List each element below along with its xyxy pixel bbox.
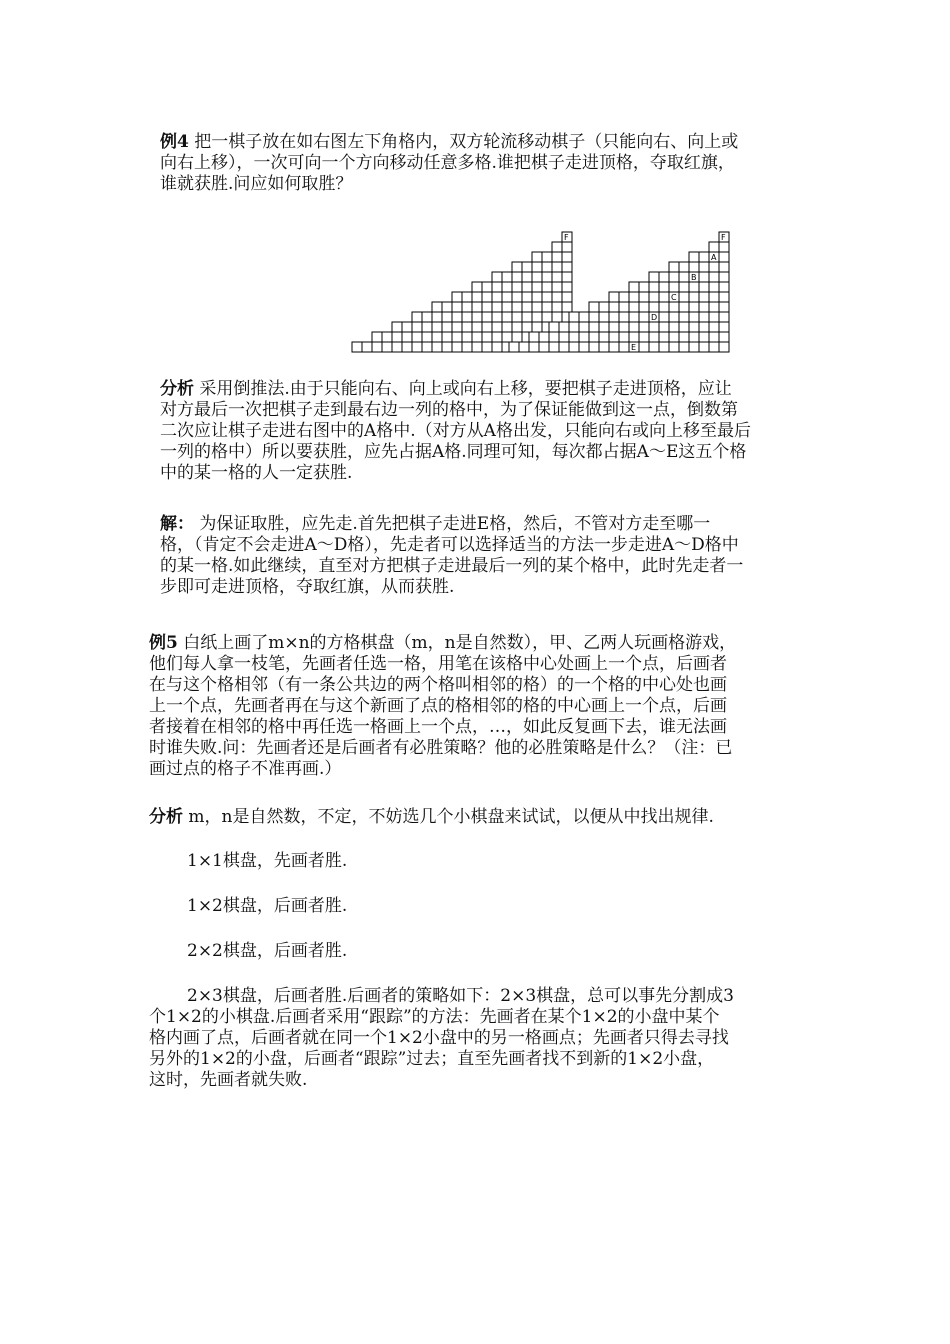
grid-cell (639, 292, 649, 302)
grid-cell (442, 342, 452, 352)
grid-cell (562, 242, 572, 252)
strategy-paragraph (149, 986, 734, 1091)
grid-cell (649, 272, 659, 282)
grid-cell (512, 322, 522, 332)
grid-cell (562, 302, 572, 312)
grid-cell (609, 302, 619, 312)
grid-cell (442, 302, 452, 312)
grid-cell (382, 342, 392, 352)
grid-cell (512, 292, 522, 302)
grid-cell (709, 272, 719, 282)
grid-cell (679, 322, 689, 332)
grid-cell (719, 312, 729, 322)
grid-cell (649, 282, 659, 292)
grid-cell (562, 272, 572, 282)
grid-cell (669, 342, 679, 352)
grid-cell (492, 302, 502, 312)
grid-cell (609, 342, 619, 352)
example5-label: 例5 (149, 633, 178, 653)
example5-line-3: 在与这个格相邻（有一条公共边的两个格叫相邻的格）的一个格的中心处也画 (149, 675, 727, 695)
grid-cell (549, 322, 559, 332)
grid-cell (482, 282, 492, 292)
grid-cell (699, 322, 709, 332)
grid-cell (372, 342, 382, 352)
grid-cell (492, 312, 502, 322)
grid-label: D (651, 313, 658, 322)
grid-cell (542, 302, 552, 312)
grid-cell (482, 332, 492, 342)
grid-cell (719, 342, 729, 352)
grid-cell (472, 292, 482, 302)
grid-cell (679, 332, 689, 342)
grid-cell (599, 312, 609, 322)
strategy-line-2: 个1×2的小棋盘.后画者采用“跟踪”的方法：先画者在某个1×2的小盘中某个 (149, 1007, 720, 1027)
grid-cell (532, 312, 542, 322)
grid-cell (629, 322, 639, 332)
grid-cell (492, 272, 502, 282)
grid-cell (659, 292, 669, 302)
grid-cell (512, 262, 522, 272)
grid-cell (492, 342, 502, 352)
grid-cell (482, 302, 492, 312)
grid-label: E (631, 343, 637, 352)
grid-cell (639, 312, 649, 322)
grid-cell (462, 312, 472, 322)
grid-cell (392, 322, 402, 332)
grid-cell (462, 322, 472, 332)
grid-cell (562, 292, 572, 302)
grid-cell (529, 332, 539, 342)
grid-cell (699, 302, 709, 312)
grid-cell (629, 292, 639, 302)
grid-cell (462, 332, 472, 342)
grid-cell (659, 272, 669, 282)
grid-cell (679, 342, 689, 352)
grid-cell (502, 322, 512, 332)
grid-cell (689, 252, 699, 262)
grid-cell (599, 302, 609, 312)
grid-cell (719, 292, 729, 302)
grid-cell (679, 282, 689, 292)
grid-cell (639, 342, 649, 352)
grid-cell (522, 292, 532, 302)
grid-cell (669, 272, 679, 282)
grid-cell (442, 322, 452, 332)
grid-cell (719, 242, 729, 252)
grid-cell (522, 302, 532, 312)
example5-line-5: 者接着在相邻的格中再任选一格画上一个点，…，如此反复画下去，谁无法画 (149, 717, 727, 737)
grid-cell (522, 262, 532, 272)
example5-line-2: 他们每人拿一枝笔，先画者任选一格，用笔在该格中心处画上一个点，后画者 (149, 654, 727, 674)
grid-cell (552, 282, 562, 292)
grid-cell (569, 312, 579, 322)
grid-cell (432, 302, 442, 312)
grid-cell (709, 342, 719, 352)
grid-cell (432, 312, 442, 322)
grid-cell (659, 302, 669, 312)
grid-cell (352, 342, 362, 352)
grid-cell (532, 302, 542, 312)
grid-cell (529, 342, 539, 352)
grid-cell (452, 342, 462, 352)
grid-cell (639, 332, 649, 342)
grid-cell (649, 292, 659, 302)
grid-cell (492, 292, 502, 302)
grid-cell (552, 292, 562, 302)
solution4-line-3: 的某一格.如此继续，直至对方把棋子走进最后一列的某个格中，此时先走者一 (160, 556, 744, 576)
grid-cell (679, 302, 689, 312)
grid-cell (472, 332, 482, 342)
solution4-line-4: 步即可走进顶格，夺取红旗，从而获胜. (160, 577, 455, 597)
grid-cell (599, 342, 609, 352)
grid-cell (719, 282, 729, 292)
grid-cell (502, 302, 512, 312)
grid-cell (502, 312, 512, 322)
analysis4-line-4: 一列的格中）所以要获胜，应先占据A格.同理可知，每次都占据A～E这五个格 (160, 442, 747, 462)
grid-cell (412, 322, 422, 332)
grid-cell (699, 252, 709, 262)
grid-cell (462, 302, 472, 312)
grid-cell (452, 322, 462, 332)
grid-cell (619, 302, 629, 312)
grid-cell (472, 312, 482, 322)
grid-cell (549, 342, 559, 352)
grid-cell (619, 292, 629, 302)
grid-cell (502, 282, 512, 292)
grid-cell (552, 252, 562, 262)
grid-cell (619, 312, 629, 322)
grid-cell (522, 282, 532, 292)
example5-line-7: 画过点的格子不准再画.） (149, 759, 342, 779)
grid-cell (699, 332, 709, 342)
grid-cell (669, 332, 679, 342)
grid-cell (432, 332, 442, 342)
grid-cell (629, 332, 639, 342)
grid-cell (679, 262, 689, 272)
grid-cell (522, 312, 532, 322)
grid-cell (619, 322, 629, 332)
grid-cell (709, 322, 719, 332)
case-2x2: 2×2棋盘，后画者胜. (187, 941, 348, 961)
grid-cell (699, 292, 709, 302)
grid-cell (709, 312, 719, 322)
grid-cell (669, 282, 679, 292)
grid-cell (689, 332, 699, 342)
grid-cell (452, 302, 462, 312)
grid-cell (669, 302, 679, 312)
grid-cell (719, 262, 729, 272)
grid-cell (472, 342, 482, 352)
grid-label: F (564, 233, 569, 242)
grid-label: C (671, 293, 677, 302)
grid-cell (709, 302, 719, 312)
grid-cell (412, 312, 422, 322)
grid-cell (452, 332, 462, 342)
grid-cell (589, 312, 599, 322)
solution4-label: 解： (160, 514, 194, 534)
analysis4-line-1: 采用倒推法.由于只能向右、向上或向右上移，要把棋子走进顶格，应让 (194, 379, 732, 399)
grid-cell (559, 342, 569, 352)
grid-cell (609, 312, 619, 322)
grid-cell (669, 312, 679, 322)
grid-cell (422, 342, 432, 352)
grid-cell (659, 312, 669, 322)
grid-cell (539, 342, 549, 352)
grid-cell (372, 332, 382, 342)
grid-cell (462, 292, 472, 302)
grid-cell (502, 272, 512, 282)
grid-cell (462, 342, 472, 352)
grid-cell (649, 322, 659, 332)
grid-cell (522, 272, 532, 282)
grid-cell (669, 262, 679, 272)
grid-cell (432, 322, 442, 332)
grid-cell (709, 332, 719, 342)
grid-cell (679, 312, 689, 322)
grid-cell (719, 322, 729, 332)
grid-cell (719, 302, 729, 312)
grid-cell (422, 322, 432, 332)
grid-cell (492, 282, 502, 292)
grid-cell (542, 282, 552, 292)
grid-cell (512, 272, 522, 282)
grid-cell (562, 262, 572, 272)
grid-cell (532, 262, 542, 272)
grid-cell (442, 312, 452, 322)
grid-cell (382, 332, 392, 342)
grid-cell (569, 322, 579, 332)
grid-cell (589, 332, 599, 342)
grid-cell (579, 312, 589, 322)
grid-cell (609, 332, 619, 342)
grid-cell (629, 302, 639, 312)
grid-cell (659, 282, 669, 292)
grid-cell (542, 292, 552, 302)
example5-line-6: 时谁失败.问：先画者还是后画者有必胜策略？他的必胜策略是什么？（注：已 (149, 738, 733, 758)
grid-cell (669, 322, 679, 332)
grid-cell (482, 322, 492, 332)
solution4-paragraph (160, 514, 743, 598)
grid-cell (599, 332, 609, 342)
grid-cell (719, 252, 729, 262)
example4-label: 例4 (160, 132, 189, 152)
analysis5-label: 分析 (149, 807, 183, 827)
grid-cell (512, 282, 522, 292)
case-1x1: 1×1棋盘，先画者胜. (187, 851, 348, 871)
solution4-line-1: 为保证取胜，应先走.首先把棋子走进E格，然后，不管对方走至哪一 (194, 514, 711, 534)
solution4-line-2: 格，（肯定不会走进A～D格），先走者可以选择适当的方法一步走进A～D格中 (160, 535, 739, 555)
grid-cell (539, 332, 549, 342)
grid-cell (422, 312, 432, 322)
grid-cell (402, 322, 412, 332)
grid-cell (679, 292, 689, 302)
example5-line-4: 上一个点，先画者再在与这个新画了点的格相邻的格的中心画上一个点，后画 (149, 696, 727, 716)
grid-cell (719, 272, 729, 282)
grid-label: A (711, 253, 717, 262)
grid-cell (542, 272, 552, 282)
grid-cell (512, 302, 522, 312)
analysis4-line-5: 中的某一格的人一定获胜. (160, 463, 353, 483)
grid-cell (502, 332, 512, 342)
grid-label: B (691, 273, 697, 282)
grid-cell (579, 322, 589, 332)
grid-cell (659, 332, 669, 342)
grid-cell (589, 342, 599, 352)
grid-cell (699, 312, 709, 322)
grid-cell (569, 332, 579, 342)
grid-cell (679, 272, 689, 282)
grid-cell (579, 332, 589, 342)
grid-cell (549, 332, 559, 342)
grid-cell (552, 302, 562, 312)
grid-cell (422, 332, 432, 342)
grid-cell (709, 262, 719, 272)
grid-cell (519, 342, 529, 352)
grid-cell (532, 322, 542, 332)
example5-line-1: 白纸上画了m×n的方格棋盘（m，n是自然数），甲、乙两人玩画格游戏， (177, 633, 737, 653)
grid-cell (532, 292, 542, 302)
grid-cell (412, 342, 422, 352)
grid-cell (482, 342, 492, 352)
analysis4-line-2: 对方最后一次把棋子走到最右边一列的格中，为了保证能做到这一点，倒数第 (160, 400, 738, 420)
grid-cell (492, 332, 502, 342)
grid-cell (432, 342, 442, 352)
grid-cell (659, 322, 669, 332)
grid-cell (532, 272, 542, 282)
grid-cell (392, 332, 402, 342)
grid-cell (689, 292, 699, 302)
grid-cell (442, 332, 452, 342)
grid-cell (599, 322, 609, 332)
grid-cell (482, 312, 492, 322)
grid-cell (609, 292, 619, 302)
grid-label: F (721, 233, 726, 242)
grid-cell (689, 282, 699, 292)
grid-cell (402, 332, 412, 342)
strategy-line-3: 格内画了点，后画者就在同一个1×2小盘中的另一格画点；先画者只得去寻找 (149, 1028, 729, 1048)
grid-cell (589, 322, 599, 332)
grid-cell (639, 302, 649, 312)
grid-cell (619, 342, 629, 352)
grid-cell (569, 342, 579, 352)
grid-cell (579, 342, 589, 352)
grid-cell (532, 252, 542, 262)
example4-line-3: 谁就获胜.问应如何取胜？ (160, 174, 353, 194)
grid-cell (472, 322, 482, 332)
grid-cell (512, 332, 522, 342)
grid-cell (709, 242, 719, 252)
grid-cell (402, 342, 412, 352)
grid-cell (362, 342, 372, 352)
grid-cell (659, 342, 669, 352)
grid-cell (562, 252, 572, 262)
grid-cell (509, 342, 519, 352)
grid-cell (689, 342, 699, 352)
grid-cell (472, 302, 482, 312)
grid-cell (649, 342, 659, 352)
grid-cell (689, 262, 699, 272)
strategy-line-1: 2×3棋盘，后画者胜.后画者的策略如下：2×3棋盘，总可以事先分割成3 (187, 986, 734, 1006)
grid-cell (699, 342, 709, 352)
grid-cell (512, 312, 522, 322)
grid-cell (552, 312, 562, 322)
grid-cell (709, 282, 719, 292)
grid-cell (689, 322, 699, 332)
grid-cell (629, 282, 639, 292)
grid-cell (609, 322, 619, 332)
grid-cell (552, 272, 562, 282)
grid-cell (392, 342, 402, 352)
grid-cell (412, 332, 422, 342)
grid-cell (649, 332, 659, 342)
analysis5-text: m，n是自然数，不定，不妨选几个小棋盘来试试，以便从中找出规律. (183, 807, 714, 827)
example4-line-2: 向右上移），一次可向一个方向移动任意多格.谁把棋子走进顶格，夺取红旗， (160, 153, 735, 173)
strategy-line-4: 另外的1×2的小盘，后画者“跟踪”过去；直至先画者找不到新的1×2小盘， (149, 1049, 715, 1069)
example4-line-1: 把一棋子放在如右图左下角格内，双方轮流移动棋子（只能向右、向上或 (188, 132, 739, 152)
grid-cell (709, 292, 719, 302)
grid-cell (552, 262, 562, 272)
grid-cell (482, 292, 492, 302)
grid-cell (699, 272, 709, 282)
analysis5-paragraph (149, 807, 714, 828)
grid-cell (689, 302, 699, 312)
grid-cell (559, 332, 569, 342)
grid-cell (559, 322, 569, 332)
strategy-line-5: 这时，先画者就失败. (149, 1070, 308, 1090)
grid-cell (542, 252, 552, 262)
analysis4-paragraph (160, 379, 751, 484)
example5-paragraph (149, 633, 736, 780)
grid-cell (589, 302, 599, 312)
grid-cell (649, 302, 659, 312)
analysis4-label: 分析 (160, 379, 194, 399)
grid-cell (699, 262, 709, 272)
grid-cell (689, 312, 699, 322)
grid-cell (452, 312, 462, 322)
grid-cell (542, 312, 552, 322)
grid-cell (522, 322, 532, 332)
grid-cell (562, 282, 572, 292)
grid-cell (532, 282, 542, 292)
grid-cell (542, 262, 552, 272)
grid-cell (502, 292, 512, 302)
grid-cell (699, 282, 709, 292)
grid-cell (472, 282, 482, 292)
grid-cell (719, 332, 729, 342)
grid-cell (639, 322, 649, 332)
case-1x2: 1×2棋盘，后画者胜. (187, 896, 348, 916)
analysis4-line-3: 二次应让棋子走进右图中的A格中.（对方从A格出发，只能向右或向上移至最后 (160, 421, 751, 441)
grid-cell (552, 242, 562, 252)
grid-cell (639, 282, 649, 292)
grid-cell (619, 332, 629, 342)
grid-cell (492, 322, 502, 332)
grid-cell (452, 292, 462, 302)
grid-cell (629, 312, 639, 322)
